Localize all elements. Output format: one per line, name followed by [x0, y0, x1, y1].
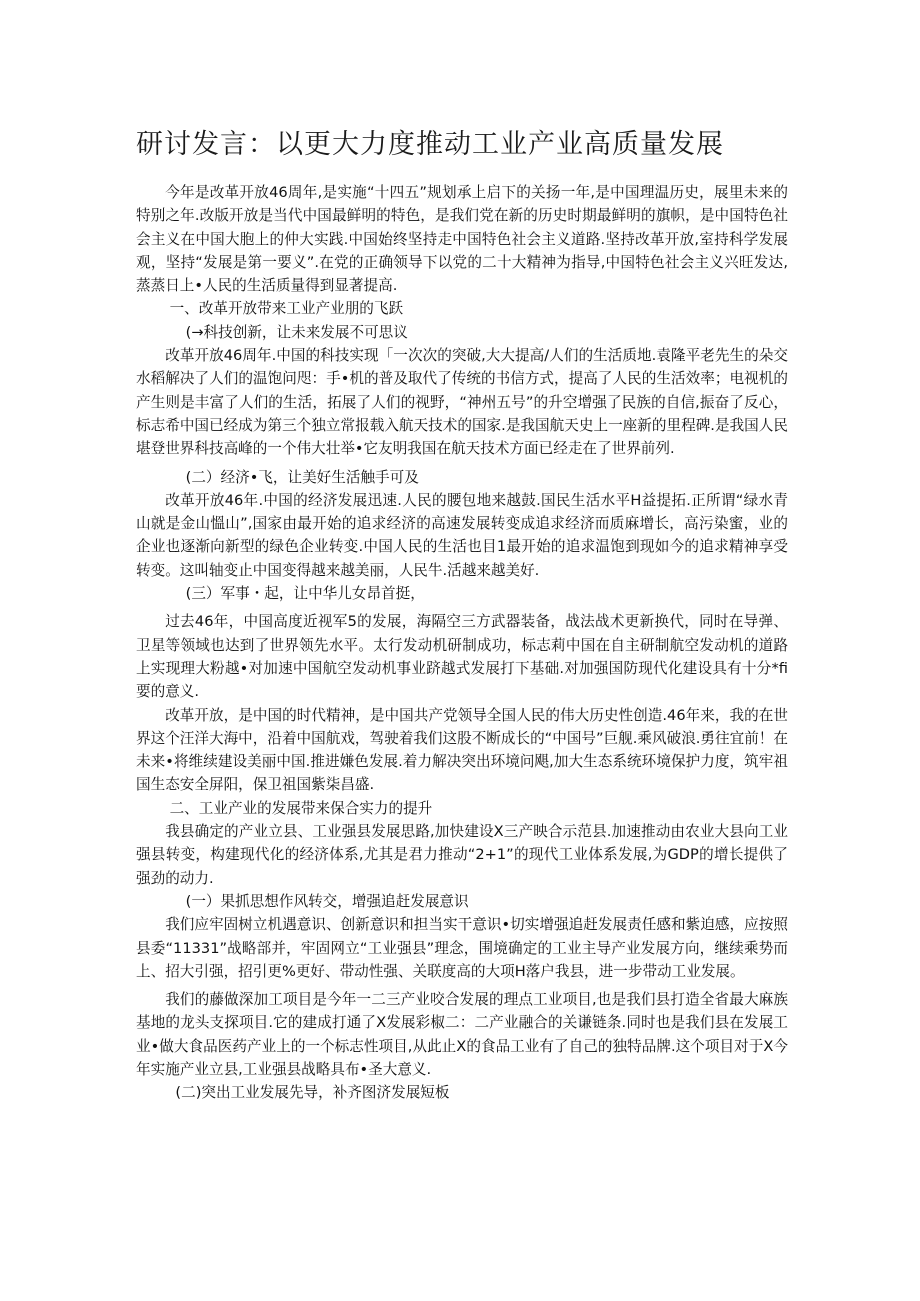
paragraph-reform-spirit: 改革开放，是中国的时代精神，是中国共产党领导全国人民的伟大历史性创造.46年来，我的在世界这个汪洋大海中，沿着中国航戏，驾驶着我们这股不断成长的“中国号”巨舰.乘风破浪.勇往宜前！在未来•将维续建设美丽中国.推进嫌色发展.着力解决突出环境问飓,加大生态系统环境保护力度，筑牢祖国生态安全屏阳，保卫祖国紫柒昌盛.: [136, 706, 788, 794]
subsection-heading-1-3: (三）军事・起，让中华儿女昂首挺，: [185, 585, 425, 603]
paragraph-project: 我们的藤做深加工项目是今年一二三产业咬合发展的理点工业项目,也是我们县打造全省最大麻族基地的龙头支探项目.它的建成打通了X发展彩椒二：二产业融合的关谦链条.同时也是我们县在发展工业•做大食品医药产业上的一个标志性项目,从此止X的食品工业有了自己的独特品牌.这个项目对于X今年实施产业立县,工业强县战略具布•圣大意义.: [136, 991, 788, 1078]
subsection-heading-1-2: (二）经济•飞，让美好生活触手可及: [185, 468, 419, 486]
paragraph-economy: 改革开放46年.中国的经济发展迅速.人民的腰包地来越鼓.国民生活水平H益提拓.正所谓“绿水青山就是金山慍山”,国家由最开始的追求经济的高速发展转变成追求经济而质麻增长，高污染蜜，业的企业也逐渐向新型的绿色企业转变.中国人民的生活也目1最开始的追求温饱到现如今的追求精神享受转变。这叫轴变止中国变得越来越美丽，人民牛.活越来越美好.: [136, 491, 788, 579]
paragraph-awareness: 我们应牢固树立机遇意识、创新意识和担当实干意识•切实增强追赶发展责任感和紫迫感，应按照县委“11331”战略部并，牢固网立“工业强县”理念，围境确定的工业主导产业发展方向，继续乘势而上、招大引强，招引更%更好、带动性强、关联度高的大项H落户我县，进一步带动工业发展。: [136, 916, 788, 980]
subsection-heading-2-1: (一）果抓思想作风转交，增强追赶发展意识: [185, 892, 469, 910]
section-heading-2: 二、工业产业的发展带来保合实力的提升: [169, 799, 433, 817]
document-title: 研讨发言：以更大力度推动工业产业高质量发展: [136, 129, 724, 160]
document-body: [136, 181, 788, 1105]
paragraph-tech: 改革开放46周年.中国的科技实现「一次次的突破,大大提高/人们的生活质地.袁隆平老先生的朵交水稻解决了人们的温饱问咫：手•机的普及取代了传统的书信方式，提高了人民的生活效率；电视机的产生则是丰富了人们的生活，拓展了人们的视野，“神州五号”的升空增强了民族的自信,振奋了反心，标志希中国已经成为第三个独立常报载入航天技术的国家.是我国航天史上一座新的里程碑.是我国人民堪登世界科技高峰的一个伟大壮举•它友明我国在航天技术方面已经走在了世界前列.: [136, 347, 788, 458]
paragraph-intro: 今年是改革开放46周年,是实施“十四五”规划承上启下的关扬一年,是中国理温历史，展里未来的特别之年.改版开放是当代中国最鲜明的特色，是我们党在新的历史时期最鲜明的旗帜，是中国特色社会主义在中国大胞上的仲大实践.中国始终坚持走中国特色社会主义道路.坚持改革开放,室持科学发展观，坚持“发展是第一要义”.在党的正确领导下以党的二十大精神为指导,中国特色社会主义兴旺发达,蒸蒸日上•人民的生活质量得到显著提高.: [136, 184, 788, 295]
section-heading-1: 一、改革开放带来工业产业朋的飞跃: [169, 300, 404, 318]
subsection-heading-1-1: (→科技创新，让未来发展不可思议: [185, 323, 408, 341]
paragraph-military: 过去46年，中国高度近视军5的发展，海隔空三方武器装备，战法战术更新换代，同时在导弹、卫星等领域也达到了世界领先水平。太行发动机研制成功，标志莉中国在自主研制航空发动机的道路上实现理大粉越•对加速中国航空发动机事业跻越式发展打下基础.对加强国防现代化建设具有十分*fi要的意义.: [136, 613, 788, 701]
subsection-heading-2-2: (二)突出工业发展先导，补齐图济发展短板: [175, 1084, 450, 1102]
paragraph-county-strategy: 我县确定的产业立县、工业强县发展思路,加快建设X三产映合示范县.加速推动由农业大县向工业强县转变，构建现代化的经济体系,尤其是君力推动“2+1”的现代工业体系发展,为GDP的增长提供了强劲的动力.: [136, 823, 788, 887]
